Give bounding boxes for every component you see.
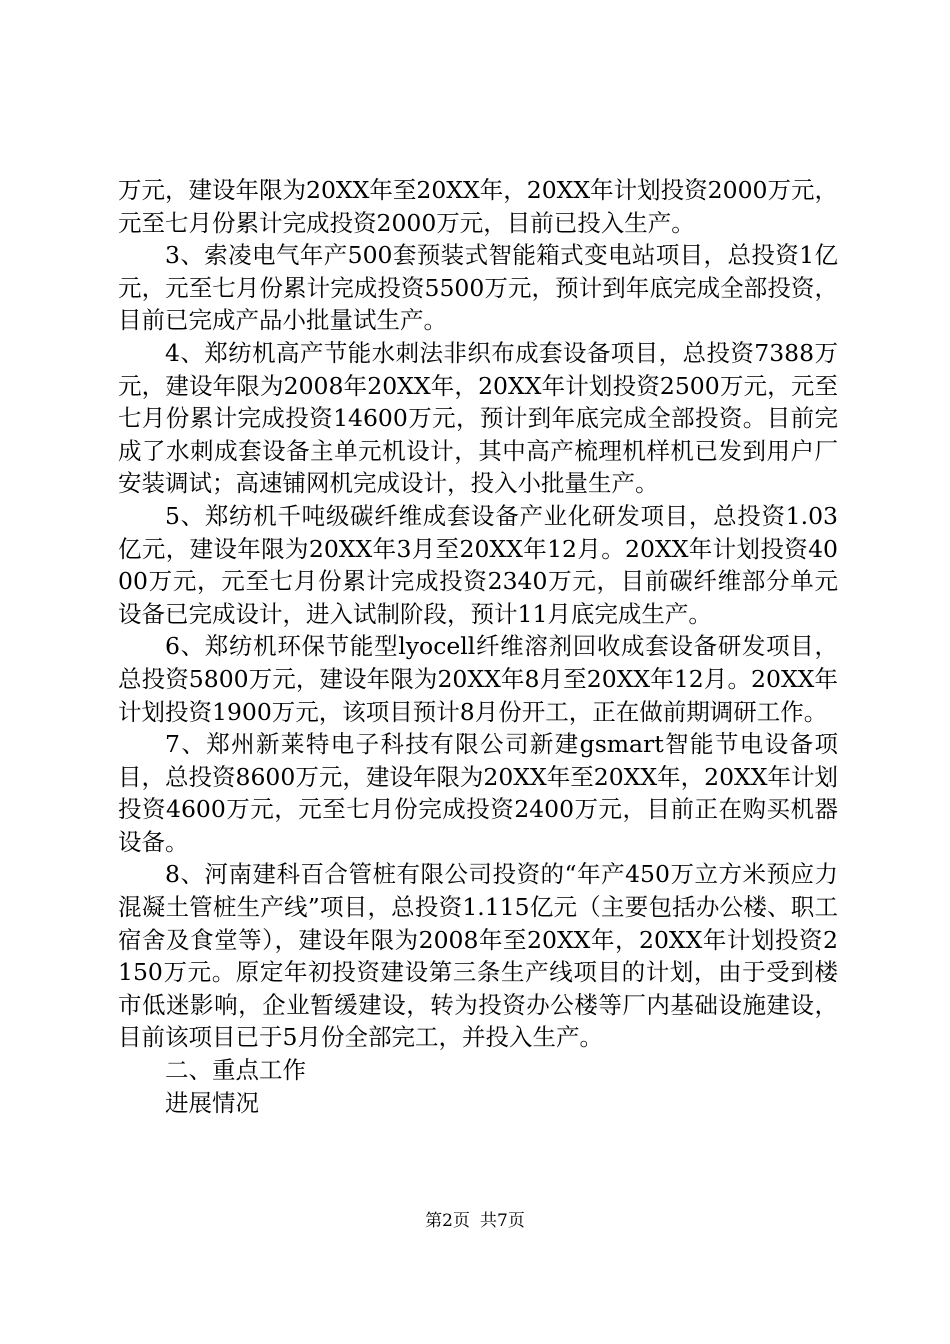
section-heading: 二、重点工作 <box>165 1056 306 1085</box>
paragraph-item-7: 7、郑州新莱特电子科技有限公司新建gsmart智能节电设备项目，总投资8600万元，建设年限为20XX年至20XX年，20XX年计划投资4600万元，元至七月份完成投资2400万元，目前正在购买机器设备。 <box>118 730 838 856</box>
section-subheading: 进展情况 <box>165 1088 259 1117</box>
document-body <box>118 174 838 1119</box>
paragraph-item-8: 8、河南建科百合管桩有限公司投资的“年产450万立方米预应力混凝土管桩生产线”项目，总投资1.115亿元（主要包括办公楼、职工宿舍及食堂等），建设年限为2008年至20XX年，20XX年计划投资2150万元。原定年初投资建设第三条生产线项目的计划，由于受到楼市低迷影响，企业暂缓建设，转为投资办公楼等厂内基础设施建设，目前该项目已于5月份全部完工，并投入生产。 <box>118 860 838 1052</box>
paragraph-item-4: 4、郑纺机高产节能水刺法非织布成套设备项目，总投资7388万元，建设年限为2008年20XX年，20XX年计划投资2500万元，元至七月份累计完成投资14600万元，预计到年底完成全部投资。目前完成了水刺成套设备主单元机设计，其中高产梳理机样机已发到用户厂安装调试；高速铺网机完成设计，投入小批量生产。 <box>118 338 838 498</box>
page-total: 共7页 <box>480 1211 525 1231</box>
page-number: 第2页 <box>425 1211 470 1231</box>
paragraph-continuation: 万元，建设年限为20XX年至20XX年，20XX年计划投资2000万元，元至七月份累计完成投资2000万元，目前已投入生产。 <box>118 176 838 237</box>
paragraph-item-6: 6、郑纺机环保节能型lyocell纤维溶剂回收成套设备研发项目，总投资5800万元，建设年限为20XX年8月至20XX年12月。20XX年计划投资1900万元，该项目预计8月份开工，正在做前期调研工作。 <box>118 632 838 726</box>
paragraph-item-3: 3、索凌电气年产500套预装式智能箱式变电站项目，总投资1亿元，元至七月份累计完成投资5500万元，预计到年底完成全部投资，目前已完成产品小批量试生产。 <box>118 241 838 335</box>
paragraph-item-5: 5、郑纺机千吨级碳纤维成套设备产业化研发项目，总投资1.03亿元，建设年限为20XX年3月至20XX年12月。20XX年计划投资4000万元，元至七月份累计完成投资2340万元，目前碳纤维部分单元设备已完成设计，进入试制阶段，预计11月底完成生产。 <box>118 501 838 628</box>
page-footer <box>0 1210 950 1232</box>
